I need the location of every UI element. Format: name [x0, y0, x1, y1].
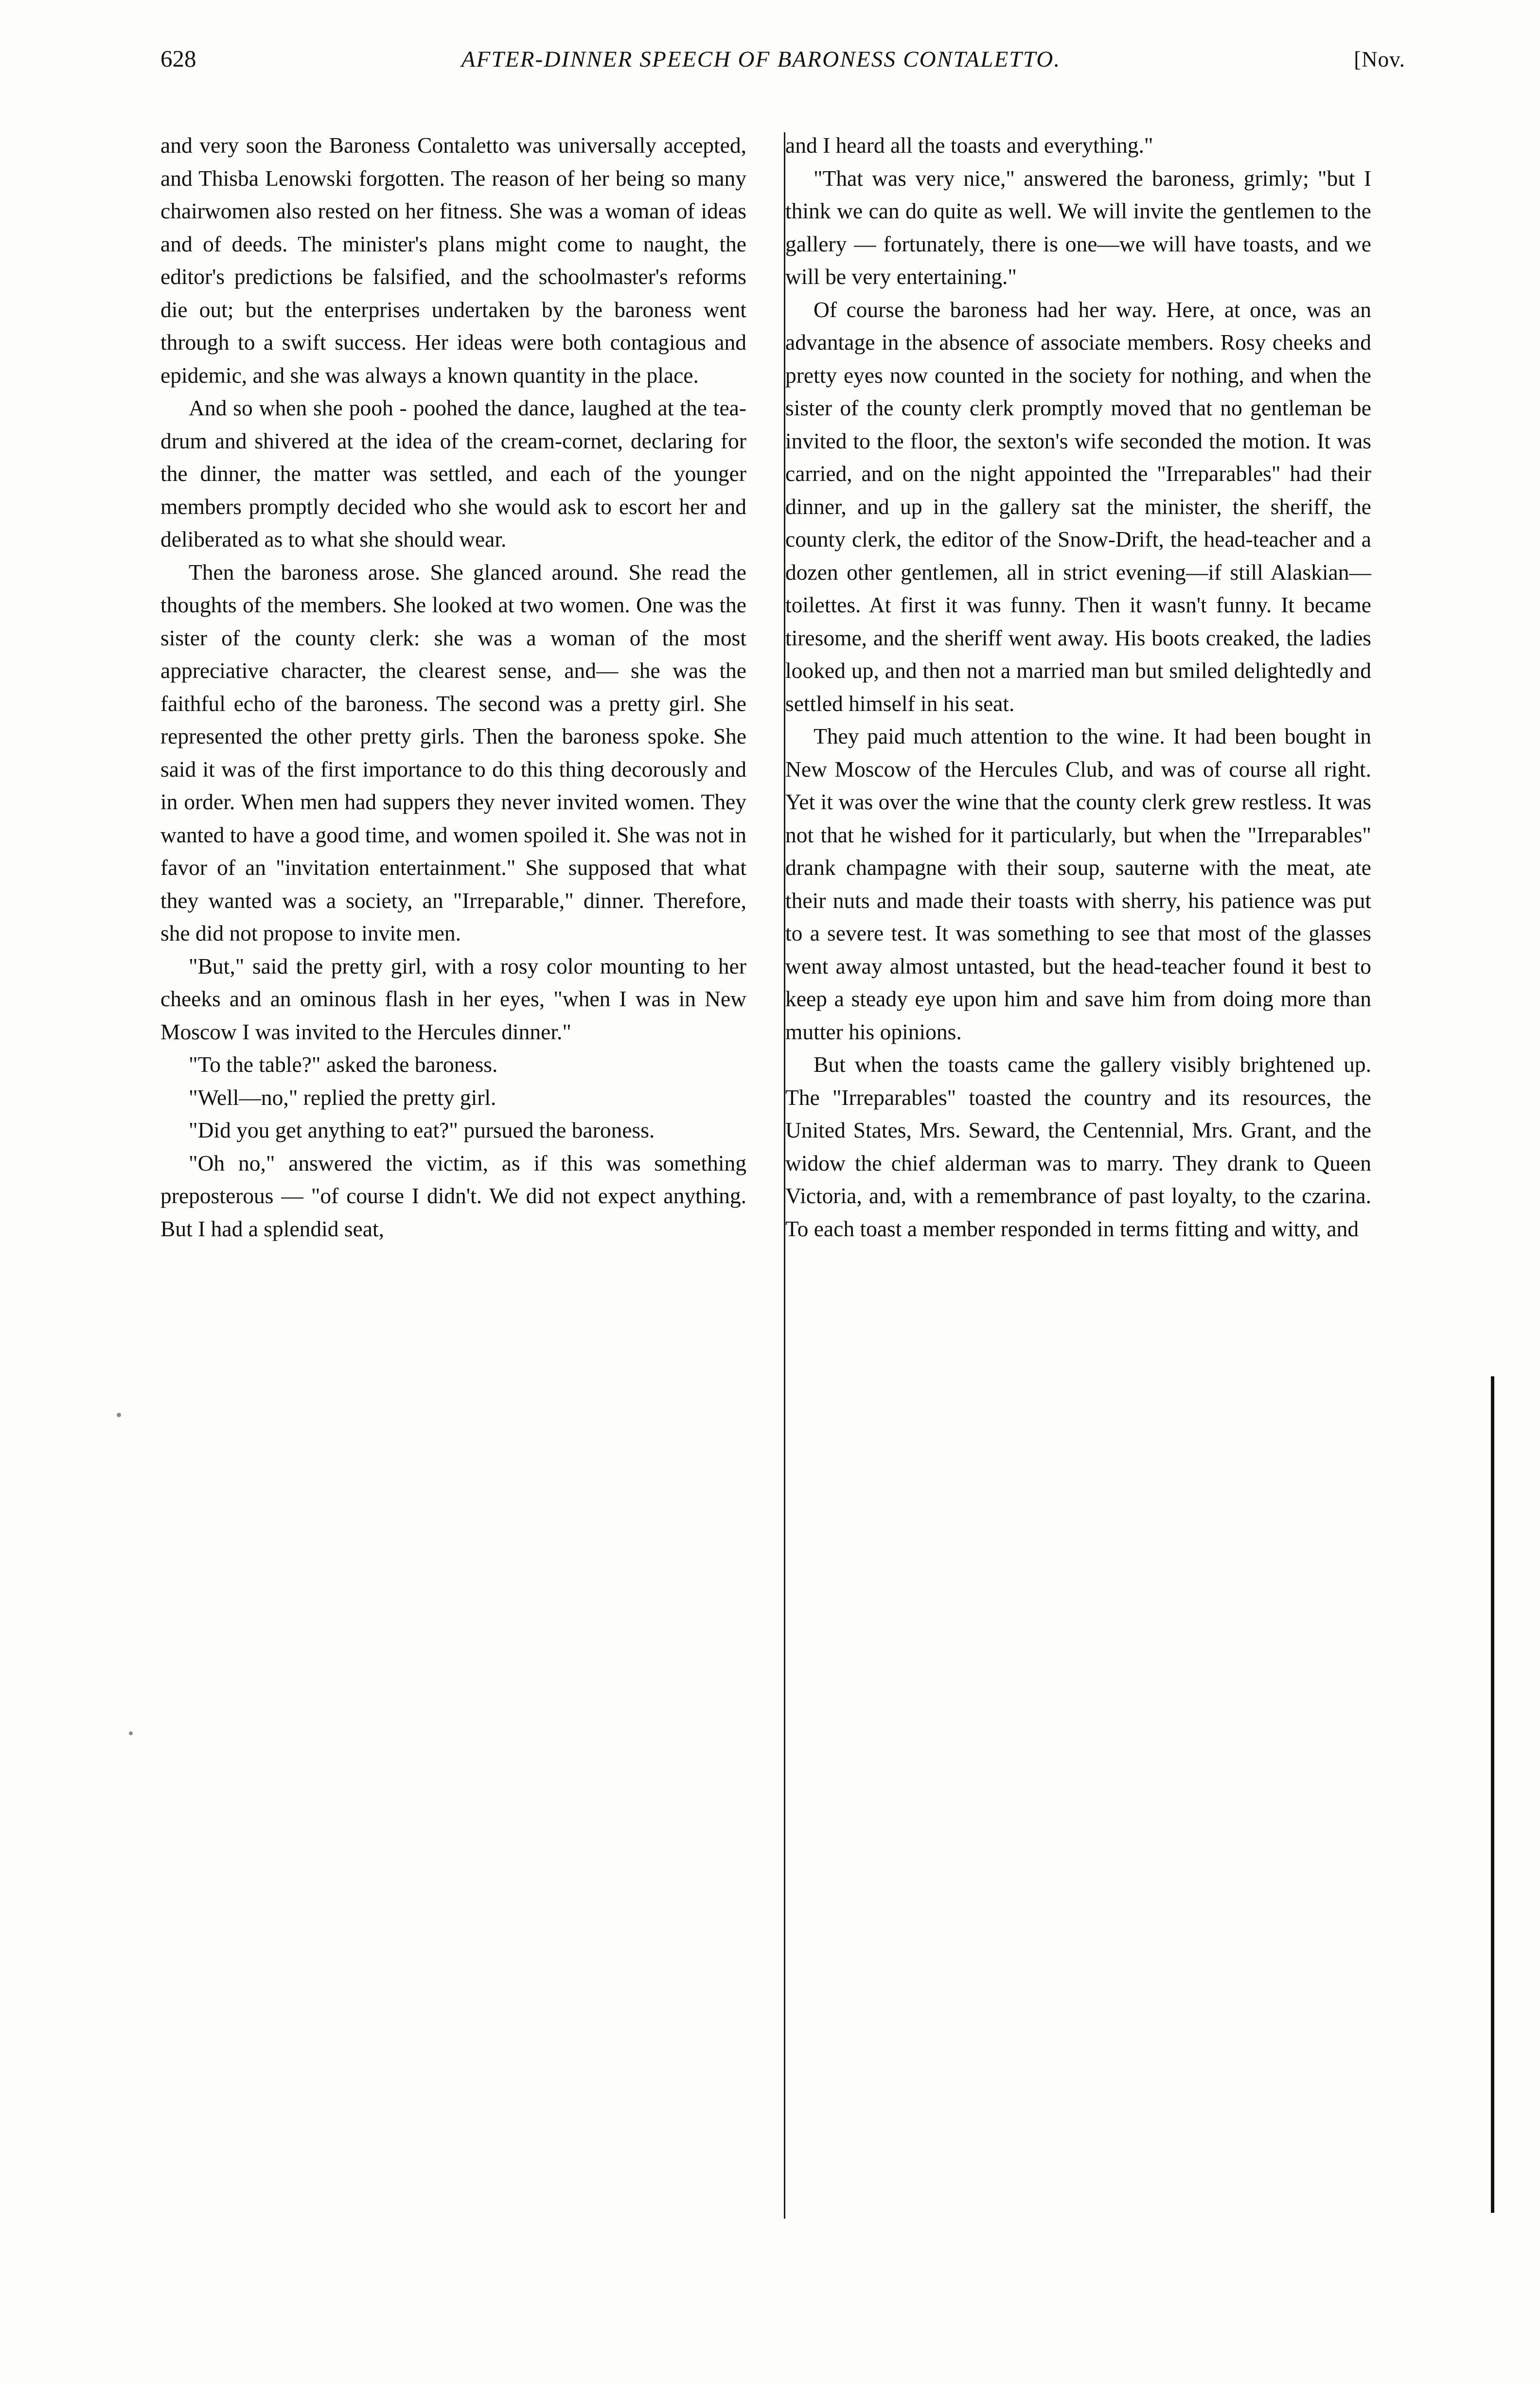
paragraph: And so when she pooh - poohed the dance, laughed at the tea-drum and shivered at the idea of the cream-cornet, declaring for the dinner, the matter was settled, and each of the younger members promptly decided who she would ask to escort her and deliberated as to what she should wear.	[160, 395, 746, 552]
paragraph: and very soon the Baroness Contaletto was universally accepted, and Thisba Lenowski forgotten. The reason of her being so many chairwomen also rested on her fitness. She was a woman of ideas and of deeds. The minister's plans might come to naught, the editor's predictions be falsified, and the schoolmaster's reforms die out; but the enterprises undertaken by the baroness went through to a swift success. Her ideas were both contagious and epidemic, and she was always a known quantity in the place.	[160, 133, 746, 388]
paragraph: They paid much attention to the wine. It had been bought in New Moscow of the Hercules Club, and was of course all right. Yet it was over the wine that the county clerk grew restless. It was not that he wished for it particularly, but when the "Irreparables" drank champagne with their soup, sauterne with the meat, ate their nuts and made their toasts with sherry, his patience was put to a severe test. It was something to see that most of the glasses went away almost untasted, but the head-teacher found it best to keep a steady eye upon him and save him from doing more than mutter his opinions.	[785, 724, 1371, 1044]
body-columns	[160, 129, 1410, 1245]
running-head	[160, 45, 1405, 79]
paragraph: and I heard all the toasts and everything."	[785, 133, 1153, 158]
paragraph: "That was very nice," answered the baroness, grimly; "but I think we can do quite as well. We will invite the gentlemen to the gallery — fortunately, there is one—we will have toasts, and we will be very entertaining."	[785, 165, 1371, 289]
paper-speck	[129, 1731, 133, 1735]
paragraph: "To the table?" asked the baroness.	[189, 1052, 498, 1077]
issue-label: [Nov.	[1354, 47, 1405, 71]
running-title: AFTER-DINNER SPEECH OF BARONESS CONTALETTO.	[461, 47, 1061, 72]
paragraph: "But," said the pretty girl, with a rosy color mounting to her cheeks and an ominous flash in her eyes, "when I was in New Moscow I was invited to the Hercules dinner."	[160, 953, 746, 1044]
paragraph: But when the toasts came the gallery visibly brightened up. The "Irreparables" toasted the country and its resources, the United States, Mrs. Seward, the Centennial, Mrs. Grant, and the widow the chief alderman was to marry. They drank to Queen Victoria, and, with a remembrance of past loyalty, to the czarina. To each toast a member responded in terms fitting and witty, and	[785, 1052, 1371, 1241]
paragraph: "Well—no," replied the pretty girl.	[189, 1085, 496, 1110]
paragraph: "Oh no," answered the victim, as if this was something preposterous — "of course I didn't. We did not expect anything. But I had a splendid seat,	[160, 1150, 746, 1241]
plate-edge-mark	[1491, 1376, 1494, 2213]
page-number: 628	[160, 45, 196, 72]
paper-speck	[117, 1413, 121, 1417]
column-right	[765, 129, 1371, 1245]
column-left	[160, 129, 765, 1245]
paragraph: Then the baroness arose. She glanced around. She read the thoughts of the members. She looked at two women. One was the sister of the county clerk: she was a woman of the most appreciative character, the clearest sense, and— she was the faithful echo of the baroness. The second was a pretty girl. She represented the other pretty girls. Then the baroness spoke. She said it was of the first importance to do this thing decorously and in order. When men had suppers they never invited women. They wanted to have a good time, and women spoiled it. She was not in favor of an "invitation entertainment." She supposed that what they wanted was a society, an "Irreparable," dinner. Therefore, she did not propose to invite men.	[160, 559, 746, 945]
paragraph: "Did you get anything to eat?" pursued the baroness.	[189, 1118, 655, 1142]
paragraph: Of course the baroness had her way. Here, at once, was an advantage in the absence of associate members. Rosy cheeks and pretty eyes now counted in the society for nothing, and when the sister of the county clerk promptly moved that no gentleman be invited to the floor, the sexton's wife seconded the motion. It was carried, and on the night appointed the "Irreparables" had their dinner, and up in the gallery sat the minister, the sheriff, the county clerk, the editor of the Snow-Drift, the head-teacher and a dozen other gentlemen, all in strict evening—if still Alaskian—toilettes. At first it was funny. Then it wasn't funny. It became tiresome, and the sheriff went away. His boots creaked, the ladies looked up, and then not a married man but smiled delightedly and settled himself in his seat.	[785, 297, 1371, 716]
